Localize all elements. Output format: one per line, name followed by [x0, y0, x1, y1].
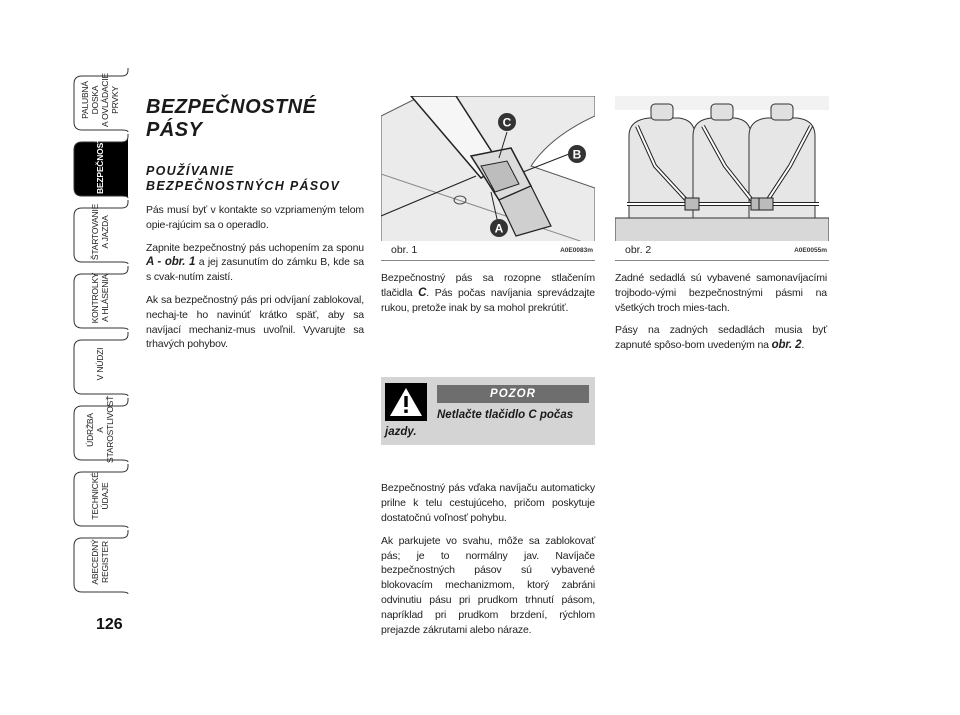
figure-code: A0E0055m: [794, 247, 827, 254]
tab-technical-data[interactable]: [70, 464, 130, 528]
text-column-1: [146, 96, 364, 360]
tab-label: [85, 397, 115, 463]
tab-label: [95, 331, 105, 397]
tab-label: [80, 67, 120, 133]
paragraph: [615, 323, 827, 353]
tab-label-line: A OVLÁDACIE PRVKY: [100, 72, 120, 128]
tab-label-line: BEZPEČNOSŤ: [95, 137, 105, 195]
button-reference: C: [418, 286, 427, 299]
text-column-2: [381, 96, 595, 645]
paragraph: [381, 271, 595, 315]
subtitle-line-2: BEZPEČNOSTNÝCH PÁSOV: [146, 179, 341, 193]
tab-label-line: REGISTER: [100, 541, 110, 583]
figure-caption: obr. 2: [625, 244, 652, 256]
tab-label-line: ÚDRŽBA: [85, 413, 95, 447]
warning-text: Netlačte tlačidlo C počas jazdy.: [385, 409, 574, 439]
paragraph: [146, 241, 364, 285]
label-b: B: [572, 147, 582, 162]
text-span: Bezpečnostný pás sa rozopne stlačením tlačidla: [381, 272, 595, 299]
figure-code: A0E0083m: [560, 247, 593, 254]
figure-caption: obr. 1: [391, 244, 418, 256]
text-span: . Pás počas navíjania sprevádzajte rukou, pretože inak by sa mohol prekrútiť.: [381, 286, 595, 314]
tab-safety[interactable]: [70, 134, 130, 198]
tab-index[interactable]: [70, 530, 130, 594]
text-span: Pásy na zadných sedadlách musia byť zapnuté spôso-bom uvedeným na: [615, 324, 827, 352]
rear-seats-illustration: [615, 96, 829, 260]
chapter-tabs: [70, 68, 130, 608]
label-c: C: [502, 115, 512, 130]
tab-label-line: A JAZDA: [100, 215, 110, 249]
figure-reference: A - obr. 1: [146, 256, 196, 269]
tab-label-line: PALUBNÁ DOSKA: [80, 81, 100, 119]
tab-maintenance[interactable]: [70, 395, 130, 463]
tab-label: [90, 463, 110, 529]
tab-label: [90, 199, 110, 265]
subtitle-line-1: POUŽÍVANIE: [146, 164, 235, 178]
tab-label-line: A STAROSTLIVOSŤ: [95, 395, 115, 463]
tab-label-line: V NÚDZI: [95, 347, 105, 381]
paragraph: Pás musí byť v kontakte so vzpriameným telom opie-rajúcim sa o operadlo.: [146, 204, 364, 231]
tab-label-line: KONTROLKY: [90, 272, 100, 324]
seatbelt-buckle-illustration: [381, 96, 595, 260]
tab-starting-driving[interactable]: [70, 200, 130, 264]
page-number: 126: [96, 616, 123, 633]
section-subtitle: [146, 164, 364, 194]
tab-dashboard-controls[interactable]: [70, 68, 130, 132]
tab-label: [90, 529, 110, 595]
tab-label-line: A HLÁSENIA: [100, 274, 110, 322]
figure-1: [381, 96, 595, 261]
text-span: .: [801, 339, 805, 352]
label-a: A: [494, 221, 504, 236]
text-column-3: [615, 96, 827, 361]
paragraph: Ak sa bezpečnostný pás pri odvíjaní zablokoval, nechaj-te ho navinúť krátko späť, aby sa navíjací mechaniz-mus uvoľnil. Vyvarujte sa trhavých pohybov.: [146, 293, 364, 351]
warning-heading: POZOR: [437, 385, 589, 403]
paragraph: Bezpečnostný pás vďaka navíjaču automaticky prilne k telu cestujúceho, pričom poskytuje dostatočnú voľnosť pohybu.: [381, 482, 595, 524]
page-title: BEZPEČNOSTNÉ PÁSY: [146, 96, 317, 141]
figure-reference: obr. 2: [771, 339, 802, 352]
tab-warning-lights[interactable]: [70, 266, 130, 330]
tab-label: [95, 133, 105, 199]
tab-label-line: TECHNICKÉ ÚDAJE: [90, 472, 110, 520]
paragraph: Zadné sedadlá sú vybavené samonavíjacími trojbodo-vými bezpečnostnými pásmi na všetkých troch mies-tach.: [615, 272, 827, 314]
warning-box: [381, 377, 595, 445]
tab-label-line: ŠTARTOVANIE: [90, 203, 100, 261]
tab-emergency[interactable]: [70, 332, 130, 396]
text-span: a jej zasunutím do zámku B, kde sa s cvak-nutím zaistí.: [146, 256, 364, 284]
paragraph: Ak parkujete vo svahu, môže sa zablokovať pás; je to normálny jav. Navíjače bezpečnostných pásov sú vybavené blokovacím mechanizmom, ktorý zabráni odvinutiu pásu pri prudkom trhnutí pásom, napríklad pri prudkom brzdení, rýchlom prejazde zákrutami alebo náraze.: [381, 534, 595, 636]
tab-label: [90, 265, 110, 331]
figure-2: [615, 96, 829, 261]
text-span: Zapnite bezpečnostný pás uchopením za sponu: [146, 241, 364, 254]
tab-label-line: ABECEDNÝ: [90, 539, 100, 585]
